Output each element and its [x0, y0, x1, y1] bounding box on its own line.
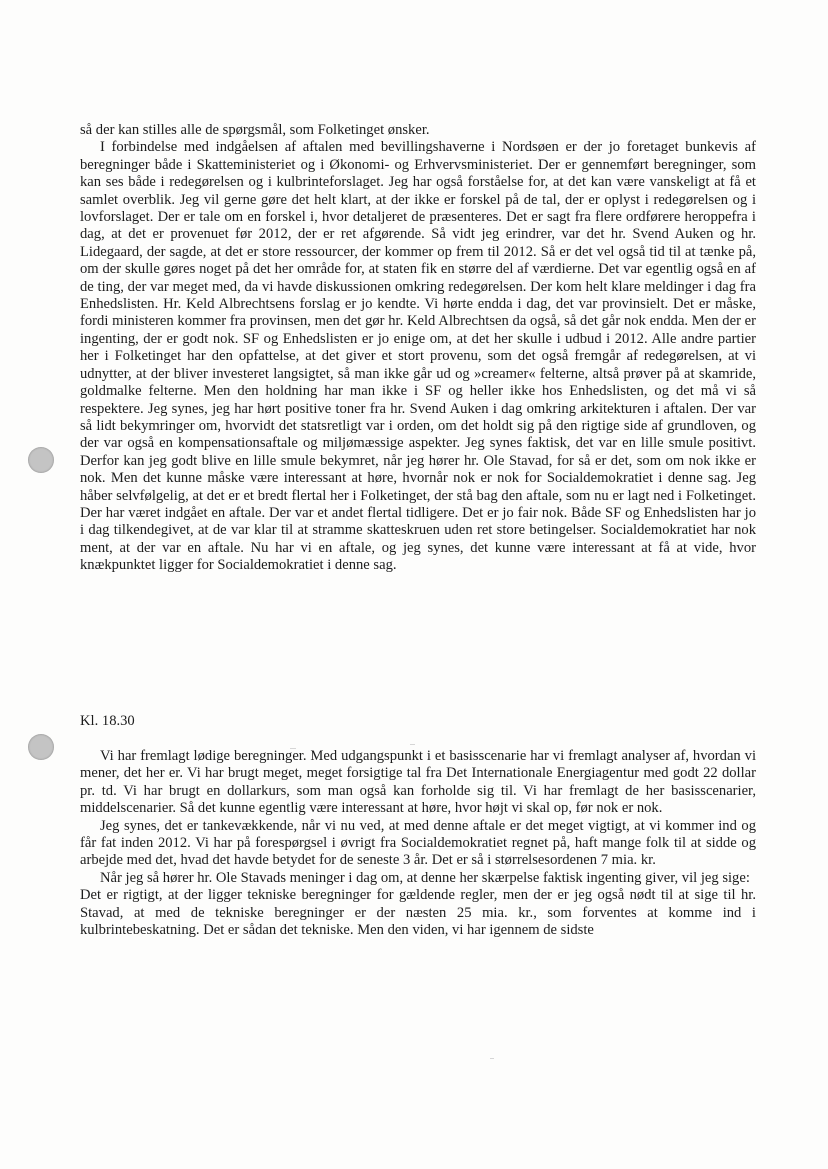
scan-speck — [490, 1058, 494, 1059]
punch-hole — [28, 447, 54, 473]
scan-speck — [410, 744, 415, 745]
speech-text-block-2 — [80, 748, 756, 939]
paragraph: Vi har fremlagt lødige beregninger. Med udgangspunkt i et basisscenarie har vi fremlagt analyser af, hvordan vi mener, det her er. Vi har brugt meget, meget forsigtige tal fra Det Internationale Energiagentur med godt 22 dollar pr. td. Vi har brugt en dollarkurs, som man også kan forholde sig til. Vi har fremlagt de her basisscenarier, middelscenarier. Så det kunne egentlig være interessant at høre, hvor højt vi skal op, før nok er nok. — [80, 748, 756, 817]
timestamp: Kl. 18.30 — [80, 713, 135, 729]
paragraph: Når jeg så hører hr. Ole Stavads meninger i dag om, at denne her skærpelse faktisk ingenting giver, vil jeg sige: — [100, 869, 750, 886]
paragraph: så der kan stilles alle de spørgsmål, som Folketinget ønsker. — [80, 122, 430, 138]
paragraph: Det er rigtigt, at der ligger tekniske beregninger for gældende regler, men der er jeg også nødt til at sige til hr. Stavad, at med de tekniske beregninger er der næsten 25 mia. kr., som forventes at komme ind i kulbrintebeskatning. Det er sådan det tekniske. Men den viden, vi har igennem de sidste — [80, 887, 756, 939]
paragraph: Jeg synes, det er tankevækkende, når vi nu ved, at med denne aftale er det meget vigtigt, at vi kommer ind og får fat inden 2012. Vi har på forespørgsel i øvrigt fra Socialdemokratiet regnet på, haft mange folk til at sidde og arbejde med det, hvad det havde betydet for de seneste 3 år. Det er så i størrelsesordenen 7 mia. kr. — [80, 817, 756, 869]
punch-hole — [28, 734, 54, 760]
speech-text-block-1 — [80, 122, 756, 575]
paragraph: I forbindelse med indgåelsen af aftalen med bevillingshaverne i Nordsøen er der jo foretaget bunkevis af beregninger både i Skatteministeriet og i Økonomi- og Erhvervsministeriet. Der er gennemført beregninger, som kan ses både i redegørelsen og i kulbrinteforslaget. Jeg har også forståelse for, at det kan være vanskeligt at få et samlet overblik. Jeg vil gerne gøre det helt klart, at der ikke er forskel på de tal, der er oplyst i redegørelsen og i lovforslaget. Der er tale om en forskel i, hvor detaljeret de præsenteres. Det er sagt fra flere ordførere heroppefra i dag, at det er provenuet før 2012, der er ret afgørende. Så vidt jeg erindrer, var det hr. Svend Auken og hr. Lidegaard, der sagde, at det er store ressourcer, der kommer op frem til 2012. Så er det vel også tid til at tænke på, om der skulle gøres noget på det her område for, at staten fik en større del af værdierne. Det var egentlig også en af de ting, der var meget med, da vi havde diskussionen omkring redegørelsen. Der kom helt klare meldinger i dag fra Enhedslisten. Hr. Keld Albrechtsens forslag er jo kendte. Vi hørte endda i dag, det var provinsielt. Det er måske, fordi ministeren kommer fra provinsen, men det gør hr. Keld Albrechtsen da også, så det går nok endda. Men der er ingenting, der er godt nok. SF og Enhedslisten er jo enige om, at det her skulle i udbud i 2012. Alle andre partier her i Folketinget har den opfattelse, at det giver et stort provenu, som det også fremgår af redegørelsen, at vi udnytter, at der bliver investeret langsigtet, så man ikke går ud og »creamer« felterne, altså prøver på at skamride, goldmalke felterne. Men den holdning har man ikke i SF og heller ikke hos Enhedslisten, og det må vi så respektere. Jeg synes, jeg har hørt positive toner fra hr. Svend Auken i dag omkring arkitekturen i aftalen. Der var så lidt bekymringer om, hvorvidt det statsretligt var i orden, om det holdt sig på den rigtige side af grundloven, og der var også en kompensationsaftale og miljømæssige aspekter. Jeg synes faktisk, det var en lille smule positivt. Derfor kan jeg godt blive en lille smule bekymret, når jeg hører hr. Ole Stavad, for så er det, som om nok ikke er nok. Men det kunne måske være interessant at høre, hvornår nok er nok for Socialdemokratiet i denne sag. Jeg håber selvfølgelig, at det er et bredt flertal her i Folketinget, der stå bag den aftale, som nu er lagt ned i Folketinget. Der har været indgået en aftale. Der var et andet flertal tidligere. Det er jo fair nok. Både SF og Enhedslisten har jo i dag tilkendegivet, at de var klar til at stramme skatteskruen uden ret store betingelser. Socialdemokratiet har nok ment, at der var en aftale. Nu har vi en aftale, og jeg synes, det kunne være interessant at få at vide, hvor knækpunktet ligger for Socialdemokratiet i denne sag. — [80, 139, 756, 574]
